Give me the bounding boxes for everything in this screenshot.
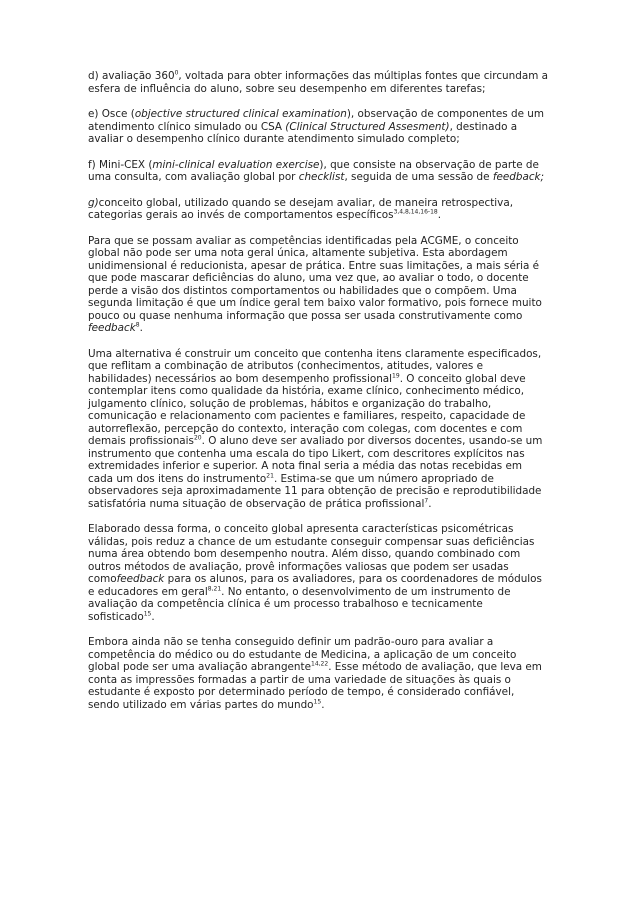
superscript: 20 — [193, 434, 202, 442]
text: , destinado a avaliar o desempenho clínico durante atendimento simulado completo; — [88, 120, 518, 145]
text: . — [151, 610, 155, 623]
superscript: 7 — [424, 497, 429, 505]
italic-text: feedback — [116, 573, 165, 585]
list-item-e — [88, 108, 548, 146]
superscript: 8,21 — [207, 585, 222, 593]
italic-text: g) — [88, 196, 99, 209]
text: . — [428, 497, 432, 510]
text: . Estima-se que um número apropriado de observadores seja aproximadamente 11 para obtenção de precisão e reprodutibilidade satisfatória numa situação de observação de prática profissional — [88, 472, 542, 510]
text: . No entanto, o desenvolvimento de um instrumento de avaliação da competência clínica é um processo trabalhoso e tecnicamente sofisticado — [88, 585, 511, 623]
text: . — [321, 698, 325, 711]
document-page — [88, 70, 548, 724]
superscript: 3,4,8,14,16-18 — [393, 208, 438, 216]
text: d) avaliação 360 — [88, 70, 175, 82]
text: f) Mini-CEX ( — [88, 158, 153, 171]
text: para os alunos, para os avaliadores, para os coordenadores de módulos e educadores em geral — [88, 573, 542, 598]
superscript: 15 — [143, 610, 152, 618]
text: . — [437, 209, 442, 221]
italic-text: feedback; — [492, 171, 545, 183]
text: Para que se possam avaliar as competências identificadas pela ACGME, o conceito global não pode ser uma nota geral única, altamente subjetiva. Esta abordagem unidimensional é reducionista, apesar de prática. Entre suas limitações, a mais séria é que pode mascarar deficiências do aluno, uma vez que, ao avaliar o todo, o docente perde a visão dos distintos comportamentos ou habilidades que o compõem. Uma segunda limitação é que um índice geral tem baixo valor formativo, pois fornece muito pouco ou quase nenhuma informação que possa ser usada construtivamente como — [88, 234, 542, 322]
text: ), observação de componentes de um atendimento clínico simulado ou CSA — [88, 108, 544, 133]
text: . Esse método de avaliação, que leva em conta as impressões formadas a partir de uma variedade de situações às quais o estudante é exposto por determinado período de tempo, é considerado confiável, sendo utilizado em várias partes do mundo — [88, 661, 542, 711]
paragraph-1 — [88, 235, 548, 335]
italic-text: feedback — [88, 322, 136, 334]
text: e) Osce ( — [88, 108, 135, 120]
text: , seguida de uma sessão de — [344, 171, 493, 183]
list-item-f — [88, 159, 548, 184]
superscript: 21 — [266, 472, 274, 480]
superscript: 0 — [174, 69, 179, 77]
text: ), que consiste na observação de parte de uma consulta, com avaliação global por — [88, 158, 539, 183]
text: conceito global, utilizado quando se desejam avaliar, de maneira retrospectiva, categorias gerais ao invés de comportamentos específicos — [88, 196, 513, 221]
text: . O conceito global deve contemplar itens como qualidade da história, exame clínico, conhecimento médico, julgamento clínico, solução de problemas, hábitos e organização do trabalho, comunicação e relacionamento com pacientes e familiares, respeito, capacidade de autorreflexão, percepção do contexto, interação com colegas, com docentes e com demais profissionais — [88, 372, 526, 447]
text: Elaborado dessa forma, o conceito global apresenta características psicométricas válidas, pois reduz a chance de um estudante conseguir compensar suas deficiências numa área obtendo bom desempenho noutra. Além disso, quando combinado com outros métodos de avaliação, provê informações valiosas que podem ser usadas como — [88, 523, 535, 585]
list-item-d — [88, 70, 548, 95]
paragraph-4 — [88, 636, 548, 711]
text: . O aluno deve ser avaliado por diversos docentes, usando-se um instrumento que contenha uma escala do tipo Likert, com descritores explícitos nas extremidades inferior e superior. A nota final seria a média das notas recebidas em cada um dos itens do instrumento — [88, 435, 543, 485]
italic-text: objective structured clinical examination — [134, 108, 347, 120]
italic-text: (Clinical Structured Assesment) — [285, 120, 450, 133]
superscript: 8 — [135, 321, 140, 329]
text: , voltada para obter informações das múltiplas fontes que circundam a esfera de influência do aluno, sobre seu desempenho em diferentes tarefas; — [88, 70, 548, 95]
text: . — [139, 322, 143, 334]
superscript: 14,22 — [311, 660, 329, 668]
italic-text: checklist — [298, 171, 345, 183]
text: Embora ainda não se tenha conseguido definir um padrão-ouro para avaliar a competência do médico ou do estudante de Medicina, a aplicação de um conceito global pode ser uma avaliação abrangente — [88, 636, 517, 673]
text: Uma alternativa é construir um conceito que contenha itens claramente especificados, que reflitam a combinação de atributos (conhecimentos, atitudes, valores e habilidades) necessários ao bom desempenho profissional — [88, 347, 542, 385]
paragraph-2 — [88, 348, 548, 511]
italic-text: mini-clinical evaluation exercise — [152, 158, 320, 171]
list-item-g — [88, 197, 548, 222]
superscript: 15 — [313, 698, 322, 706]
superscript: 19 — [392, 372, 400, 380]
paragraph-3 — [88, 523, 548, 623]
